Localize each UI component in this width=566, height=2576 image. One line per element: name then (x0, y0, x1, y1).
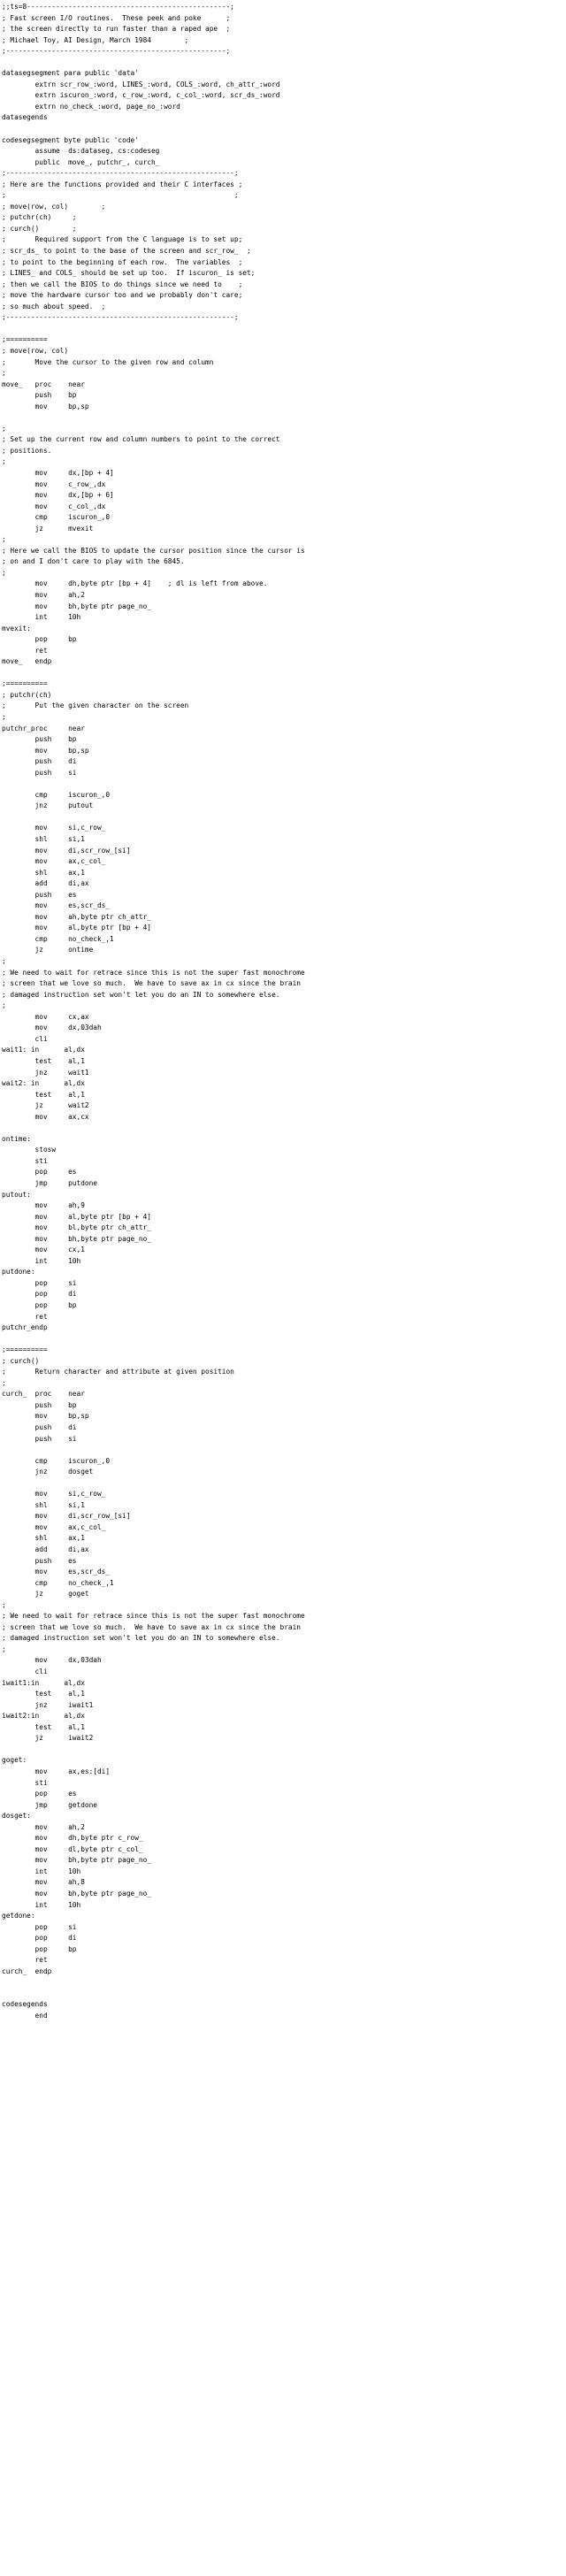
code-line: shl ax,1 (2, 868, 85, 877)
code-line: ;;ts=8-------------------------------------------------; (2, 3, 234, 11)
code-line: mov ah,8 (2, 1878, 85, 1887)
code-line (2, 1334, 564, 1346)
code-line: putout: (2, 1190, 31, 1199)
code-line: ; We need to wait for retrace since this is not the super fast monochrome (2, 1612, 305, 1621)
code-line: codesegsegment byte public 'code' (2, 135, 139, 144)
code-line: mvexit: (2, 624, 31, 632)
code-line: cmp iscuron_,0 (2, 790, 111, 799)
code-line (2, 778, 564, 790)
code-line (2, 124, 564, 135)
code-line: jnz dosget (2, 1468, 94, 1476)
code-line: ; damaged instruction set won't let you do an IN to somewhere else. (2, 990, 280, 999)
code-line: push di (2, 1423, 77, 1431)
code-line: ; Set up the current row and column numbers to point to the correct (2, 435, 280, 444)
code-line: ; move(row, col) (2, 346, 69, 355)
code-line: mov al,byte ptr [bp + 4] (2, 1212, 151, 1221)
code-line: mov dx,[bp + 6] (2, 491, 114, 500)
code-line: mov ah,9 (2, 1201, 85, 1210)
code-line (2, 1744, 564, 1756)
code-line: curch_ proc near (2, 1390, 85, 1399)
code-line: ; move the hardware cursor too and we probably don't care; (2, 291, 243, 300)
code-line (2, 1445, 564, 1456)
code-line: pop es (2, 1790, 77, 1798)
code-line: ;========== (2, 679, 48, 688)
code-line: ; ; (2, 191, 239, 200)
code-line: ; Here are the functions provided and their C interfaces ; (2, 180, 243, 188)
code-line (2, 412, 564, 424)
code-line: ; (2, 1001, 6, 1010)
code-line: push bp (2, 735, 77, 744)
code-line: datasegsegment para public 'data' (2, 69, 139, 78)
code-line: mov ax,c_col_ (2, 1522, 106, 1531)
code-line: ;========== (2, 1346, 48, 1354)
code-line: ; Return character and attribute at given position (2, 1368, 234, 1376)
code-line: ;-------------------------------------------------------; (2, 169, 239, 178)
code-line: cli (2, 1668, 48, 1676)
code-line: test al,1 (2, 1690, 85, 1698)
code-line: mov bp,sp (2, 402, 89, 410)
code-line: ; move(row, col) ; (2, 202, 106, 211)
code-line: pop bp (2, 1300, 77, 1309)
code-line: extrn no_check_:word, page_no_:word (2, 102, 180, 111)
code-line: mov al,byte ptr [bp + 4] (2, 924, 151, 932)
code-line: test al,1 (2, 1722, 85, 1731)
code-line: ; (2, 568, 6, 577)
code-line: mov dx,03dah (2, 1656, 102, 1665)
code-line: ; screen that we love so much. We have to save ax in cx since the brain (2, 1622, 301, 1631)
code-line: jmp getdone (2, 1800, 97, 1809)
code-line: ; curch() (2, 1356, 40, 1365)
code-line: ; damaged instruction set won't let you do an IN to somewhere else. (2, 1634, 280, 1643)
code-line: move_ endp (2, 657, 52, 666)
code-line: test al,1 (2, 1090, 85, 1099)
code-line: getdone: (2, 1912, 35, 1920)
code-line: ; LINES_ and COLS_ should be set up too. If iscuron_ is set; (2, 269, 256, 278)
code-line: public move_, putchr_, curch_ (2, 157, 160, 166)
code-line: pop bp (2, 635, 77, 644)
code-line: mov ax,cx (2, 1112, 89, 1121)
code-line: extrn scr_row_:word, LINES_:word, COLS_:word, ch_attr_:word (2, 80, 280, 88)
code-line: assume ds:dataseg, cs:codeseg (2, 147, 160, 156)
code-line: mov dh,byte ptr c_row_ (2, 1834, 143, 1843)
code-line (2, 1123, 564, 1134)
code-line: ; putchr(ch) ; (2, 213, 77, 222)
code-line: dosget: (2, 1812, 31, 1821)
code-line: ; (2, 457, 6, 466)
code-line: mov bh,byte ptr page_no_ (2, 1234, 151, 1243)
code-line: mov dl,byte ptr c_col_ (2, 1844, 143, 1853)
code-line: ; Here we call the BIOS to update the cursor position since the cursor is (2, 546, 305, 555)
code-line: ;========== (2, 335, 48, 344)
code-line: add di,ax (2, 1545, 89, 1554)
code-line (2, 812, 564, 824)
code-line: mov si,c_row_ (2, 824, 106, 832)
code-line: jz goget (2, 1590, 89, 1598)
code-line (2, 58, 564, 69)
code-line: cli (2, 1034, 48, 1043)
code-line: ; (2, 1600, 6, 1609)
code-line: int 10h (2, 1900, 81, 1909)
code-line: cmp no_check_,1 (2, 934, 114, 943)
code-line: ; on and I don't care to play with the 6845. (2, 557, 185, 566)
code-line: int 10h (2, 1256, 81, 1265)
code-line: ; We need to wait for retrace since this is not the super fast monochrome (2, 968, 305, 977)
code-line: mov di,scr_row_[si] (2, 846, 131, 855)
code-line: mov ax,es:[di] (2, 1767, 111, 1775)
code-line: ; Michael Toy, AI Design, March 1984 ; (2, 35, 189, 44)
code-line: wait2: in al,dx (2, 1079, 85, 1088)
code-line: goget: (2, 1756, 27, 1765)
code-line: push si (2, 768, 77, 777)
code-line: mov ax,c_col_ (2, 857, 106, 866)
code-line: ; Fast screen I/O routines. These peek and poke ; (2, 13, 231, 22)
code-line: ; Put the given character on the screen (2, 702, 189, 710)
code-line: wait1: in al,dx (2, 1046, 85, 1054)
code-line: ; (2, 424, 6, 433)
code-line: ; then we call the BIOS to do things since we need to ; (2, 280, 243, 288)
code-line: mov c_col_,dx (2, 502, 106, 510)
code-line: pop si (2, 1922, 77, 1931)
code-line: mov dx,[bp + 4] (2, 468, 114, 477)
code-line: ;-------------------------------------------------------; (2, 313, 239, 322)
code-line: shl ax,1 (2, 1534, 85, 1543)
code-line: putchr_endp (2, 1323, 48, 1332)
code-line: int 10h (2, 1867, 81, 1875)
code-line: ; Required support from the C language is to set up; (2, 235, 243, 244)
code-line: add di,ax (2, 879, 89, 888)
code-line: cmp iscuron_,0 (2, 1456, 111, 1465)
code-line: ; (2, 1378, 6, 1387)
code-line: pop di (2, 1934, 77, 1943)
code-line: jz iwait2 (2, 1734, 94, 1743)
code-line: pop es (2, 1168, 77, 1177)
code-line (2, 1977, 564, 1989)
code-line: jz ontime (2, 946, 94, 954)
code-line: mov bh,byte ptr page_no_ (2, 1889, 151, 1898)
code-line: ret (2, 1312, 48, 1321)
code-line: mov cx,ax (2, 1012, 89, 1021)
code-line: mov di,scr_row_[si] (2, 1512, 131, 1521)
code-line: pop bp (2, 1944, 77, 1953)
code-line: extrn iscuron_:word, c_row_:word, c_col_:word, scr_ds_:word (2, 91, 280, 100)
code-line: iwait1:in al,dx (2, 1678, 85, 1687)
code-line: test al,1 (2, 1056, 85, 1065)
code-line: jmp putdone (2, 1178, 97, 1187)
code-line: mov bh,byte ptr page_no_ (2, 602, 151, 610)
code-line: jz wait2 (2, 1101, 89, 1110)
code-line: push bp (2, 1400, 77, 1409)
code-line: jz mvexit (2, 524, 94, 533)
code-line (2, 1478, 564, 1490)
code-line: push bp (2, 391, 77, 400)
code-line: ret (2, 1956, 48, 1965)
code-line: ; (2, 369, 6, 378)
code-line: stosw (2, 1146, 57, 1154)
code-line: ; (2, 957, 6, 966)
code-line: mov si,c_row_ (2, 1490, 106, 1499)
code-line: push es (2, 1556, 77, 1565)
code-line: putchr_proc near (2, 724, 85, 732)
code-line: shl si,1 (2, 835, 85, 844)
code-line (2, 668, 564, 679)
code-line: mov bp,sp (2, 746, 89, 755)
code-line (2, 1989, 564, 2000)
code-line: ; positions. (2, 446, 52, 455)
code-line: pop di (2, 1290, 77, 1299)
code-line: ; (2, 535, 6, 544)
code-line: jnz wait1 (2, 1068, 89, 1077)
code-line: ret (2, 646, 48, 655)
code-line: mov ah,2 (2, 1822, 85, 1831)
code-line: mov es,scr_ds_ (2, 1568, 111, 1576)
code-line: ontime: (2, 1134, 31, 1143)
code-line: sti (2, 1778, 48, 1787)
code-line (2, 324, 564, 335)
code-line: ; curch() ; (2, 224, 77, 233)
code-line: ; screen that we love so much. We have to save ax in cx since the brain (2, 979, 301, 988)
code-line: move_ proc near (2, 380, 85, 388)
code-line: mov ah,byte ptr ch_attr_ (2, 912, 151, 921)
code-line: ; putchr(ch) (2, 690, 52, 699)
code-line: codesegends (2, 2000, 48, 2009)
code-line: mov c_row_,dx (2, 479, 106, 488)
code-line: pop si (2, 1278, 77, 1287)
code-line: putdone: (2, 1268, 35, 1276)
code-line: ; (2, 1644, 6, 1653)
code-line: mov bh,byte ptr page_no_ (2, 1856, 151, 1865)
code-line: mov cx,1 (2, 1246, 85, 1254)
code-line: mov bp,sp (2, 1412, 89, 1421)
code-line: mov dx,03dah (2, 1024, 102, 1032)
code-line: cmp iscuron_,0 (2, 513, 111, 522)
code-line: ; Move the cursor to the given row and column (2, 357, 214, 366)
code-line: end (2, 2011, 48, 2020)
code-line: int 10h (2, 613, 81, 622)
code-line: ; to point to the beginning of each row. The variables ; (2, 257, 243, 266)
code-line: sti (2, 1156, 48, 1165)
code-line: push di (2, 757, 77, 766)
code-line: mov dh,byte ptr [bp + 4] ; dl is left from above. (2, 579, 268, 588)
code-line: jnz iwait1 (2, 1700, 94, 1709)
code-line: datasegends (2, 113, 48, 122)
code-line: mov bl,byte ptr ch_attr_ (2, 1223, 151, 1232)
code-line: ;-----------------------------------------------------; (2, 47, 231, 56)
code-line: shl si,1 (2, 1500, 85, 1509)
code-line: ; (2, 713, 6, 721)
code-line: push es (2, 890, 77, 899)
code-line: cmp no_check_,1 (2, 1578, 114, 1587)
code-line: push si (2, 1434, 77, 1443)
code-line: ; so much about speed. ; (2, 302, 106, 310)
code-line: jnz putout (2, 801, 94, 810)
code-line: mov ah,2 (2, 590, 85, 599)
code-line: curch_ endp (2, 1966, 52, 1975)
code-line: mov es,scr_ds_ (2, 901, 111, 910)
code-line: iwait2:in al,dx (2, 1712, 85, 1721)
code-line: ; scr_ds_ to point to the base of the screen and scr_row_ ; (2, 247, 251, 256)
code-line: ; the screen directly to run faster than a raped ape ; (2, 25, 231, 34)
